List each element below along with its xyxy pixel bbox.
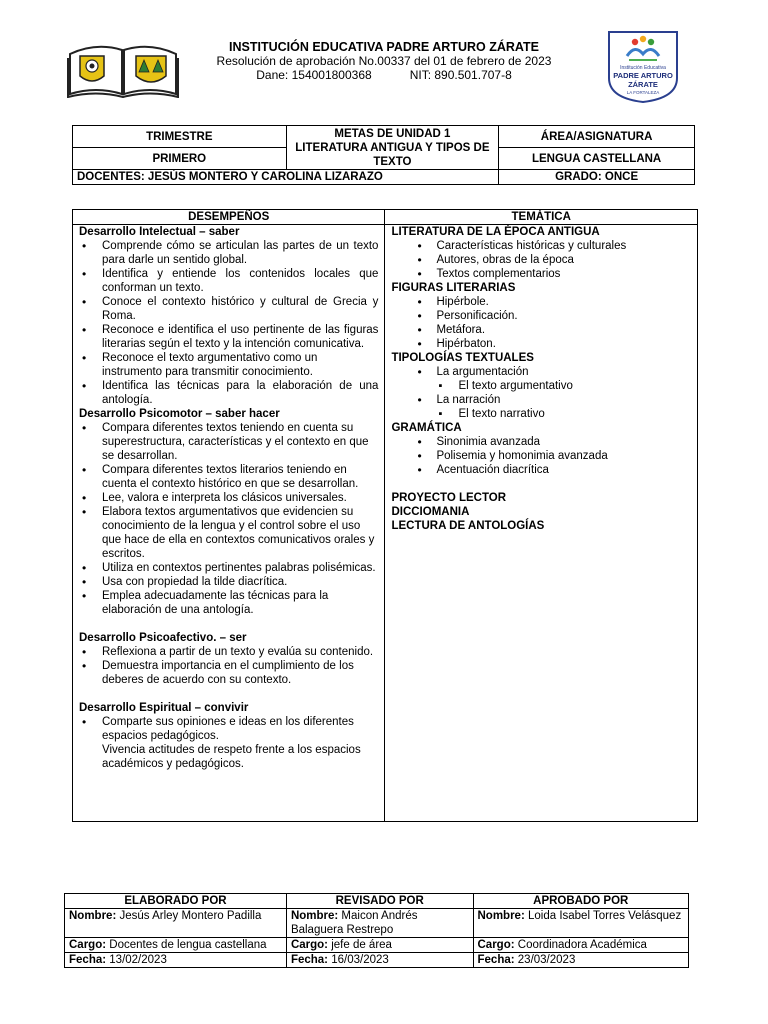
desempenos-cell [73,225,385,822]
list-item: • Elabora textos argumentativos que evidencien su conocimiento de la lengua y el control sobre el uso que hace de ella en contextos comunicativos orales y escritos. [79,505,378,561]
intelectual-list [79,239,378,407]
aprobado-cargo: Cargo: Coordinadora Académica [473,938,689,953]
list-item: • Lee, valora e interpreta los clásicos universales. [79,491,378,505]
elaborado-fecha: Fecha: 13/02/2023 [65,953,287,968]
psicoafectivo-title: Desarrollo Psicoafectivo. – ser [79,632,247,644]
list-item: • Reconoce e identifica el uso pertinente de las figuras literarias según el texto y la intención comunicativa. [79,323,378,351]
list-item: • Sinonimia avanzada [391,435,691,449]
list-item: • Emplea adecuadamente las técnicas para la elaboración de una antología. [79,589,378,617]
dicciomania: DICCIOMANIA [391,506,470,518]
list-item: • Hipérbaton. [391,337,691,351]
aprobado-nombre: Nombre: Loida Isabel Torres Velásquez [473,909,689,938]
list-item: ▪ El texto narrativo [391,407,691,421]
proyecto-lector: PROYECTO LECTOR [391,492,507,504]
grado: GRADO: ONCE [499,170,695,185]
list-item: • Comparte sus opiniones e ideas en los diferentes espacios pedagógicos. [79,715,378,743]
area-label: ÁREA/ASIGNATURA [499,126,695,148]
docentes: DOCENTES: JESÚS MONTERO Y CAROLINA LIZARAZO [73,170,499,185]
figuras-title: FIGURAS LITERARIAS [391,282,516,294]
unit-info-table [72,125,695,185]
list-item: • Metáfora. [391,323,691,337]
list-item: • Hipérbole. [391,295,691,309]
elaborado-header: ELABORADO POR [65,894,287,909]
list-item: • Identifica y entiende los contenidos locales que conforman un texto. [79,267,378,295]
desempenos-tematica-table [72,209,698,822]
elaborado-nombre: Nombre: Jesús Arley Montero Padilla [65,909,287,938]
revisado-fecha: Fecha: 16/03/2023 [286,953,473,968]
metas-value: LITERATURA ANTIGUA Y TIPOS DE TEXTO [295,142,490,168]
list-item: • La argumentación [391,365,691,379]
tematica-header: TEMÁTICA [385,210,698,225]
revisado-nombre: Nombre: Maicon Andrés Balaguera Restrepo [286,909,473,938]
list-item: • Compara diferentes textos literarios teniendo en cuenta el contexto histórico en que se desarrollan. [79,463,378,491]
psicoafectivo-list [79,645,378,687]
espiritual-list [79,715,378,743]
psicomotor-list [79,421,378,617]
figuras-list [391,295,691,351]
espiritual-title: Desarrollo Espiritual – convivir [79,702,249,714]
trimestre-value: PRIMERO [73,148,287,170]
approval-table [64,893,689,968]
logo-place: LA FORTALEZA [626,90,660,95]
logo-small-text: Institución Educativa [620,65,666,71]
list-item: • Usa con propiedad la tilde diacrítica. [79,575,378,589]
trimestre-label: TRIMESTRE [73,126,287,148]
list-item: • Utiliza en contextos pertinentes palabras polisémicas. [79,561,378,575]
espiritual-continuation: Vivencia actitudes de respeto frente a los espacios académicos y pedagógicos. [102,744,361,770]
list-item: • Características históricas y culturales [391,239,691,253]
list-item: • Autores, obras de la época [391,253,691,267]
psicomotor-title: Desarrollo Psicomotor – saber hacer [79,408,280,420]
list-item: • Acentuación diacrítica [391,463,691,477]
nit: NIT: 890.501.707-8 [409,68,512,82]
elaborado-cargo: Cargo: Docentes de lengua castellana [65,938,287,953]
list-item: • Reflexiona a partir de un texto y evalúa su contenido. [79,645,378,659]
lectura-antologias: LECTURA DE ANTOLOGÍAS [391,520,545,532]
tipologias-list [391,365,691,421]
tematica-cell [385,225,698,822]
literatura-title: LITERATURA DE LA ÉPOCA ANTIGUA [391,226,600,238]
area-value: LENGUA CASTELLANA [499,148,695,170]
dane-nit-line [0,68,768,82]
aprobado-header: APROBADO POR [473,894,689,909]
gramatica-list [391,435,691,477]
resolution-line: Resolución de aprobación No.00337 del 01 de febrero de 2023 [216,54,552,68]
list-item: • Polisemia y homonimia avanzada [391,449,691,463]
logo-name-2: ZÁRATE [628,80,658,89]
tipologias-title: TIPOLOGÍAS TEXTUALES [391,352,534,364]
list-item: • Comprende cómo se articulan las partes de un texto para darle un sentido global. [79,239,378,267]
metas-title: METAS DE UNIDAD 1 [334,128,451,140]
list-item: • Identifica las técnicas para la elaboración de una antología. [79,379,378,407]
revisado-header: REVISADO POR [286,894,473,909]
dane: Dane: 154001800368 [256,68,372,82]
logo-name-1: PADRE ARTURO [613,71,673,80]
gramatica-title: GRAMÁTICA [391,422,462,434]
institution-name: INSTITUCIÓN EDUCATIVA PADRE ARTURO ZÁRATE [229,40,539,54]
list-item: ▪ El texto argumentativo [391,379,691,393]
list-item: • Textos complementarios [391,267,691,281]
intelectual-title: Desarrollo Intelectual – saber [79,226,240,238]
list-item: • Compara diferentes textos teniendo en cuenta su superestructura, características y el contexto en que se desarrollan. [79,421,378,463]
metas-cell [286,126,499,170]
list-item: • La narración [391,393,691,407]
list-item: • Personificación. [391,309,691,323]
aprobado-fecha: Fecha: 23/03/2023 [473,953,689,968]
list-item: • Demuestra importancia en el cumplimiento de los deberes de acuerdo con su contexto. [79,659,378,687]
revisado-cargo: Cargo: jefe de área [286,938,473,953]
desempenos-header: DESEMPEÑOS [73,210,385,225]
literatura-list [391,239,691,281]
list-item: • Conoce el contexto histórico y cultural de Grecia y Roma. [79,295,378,323]
list-item: • Reconoce el texto argumentativo como un instrumento para transmitir conocimiento. [79,351,378,379]
